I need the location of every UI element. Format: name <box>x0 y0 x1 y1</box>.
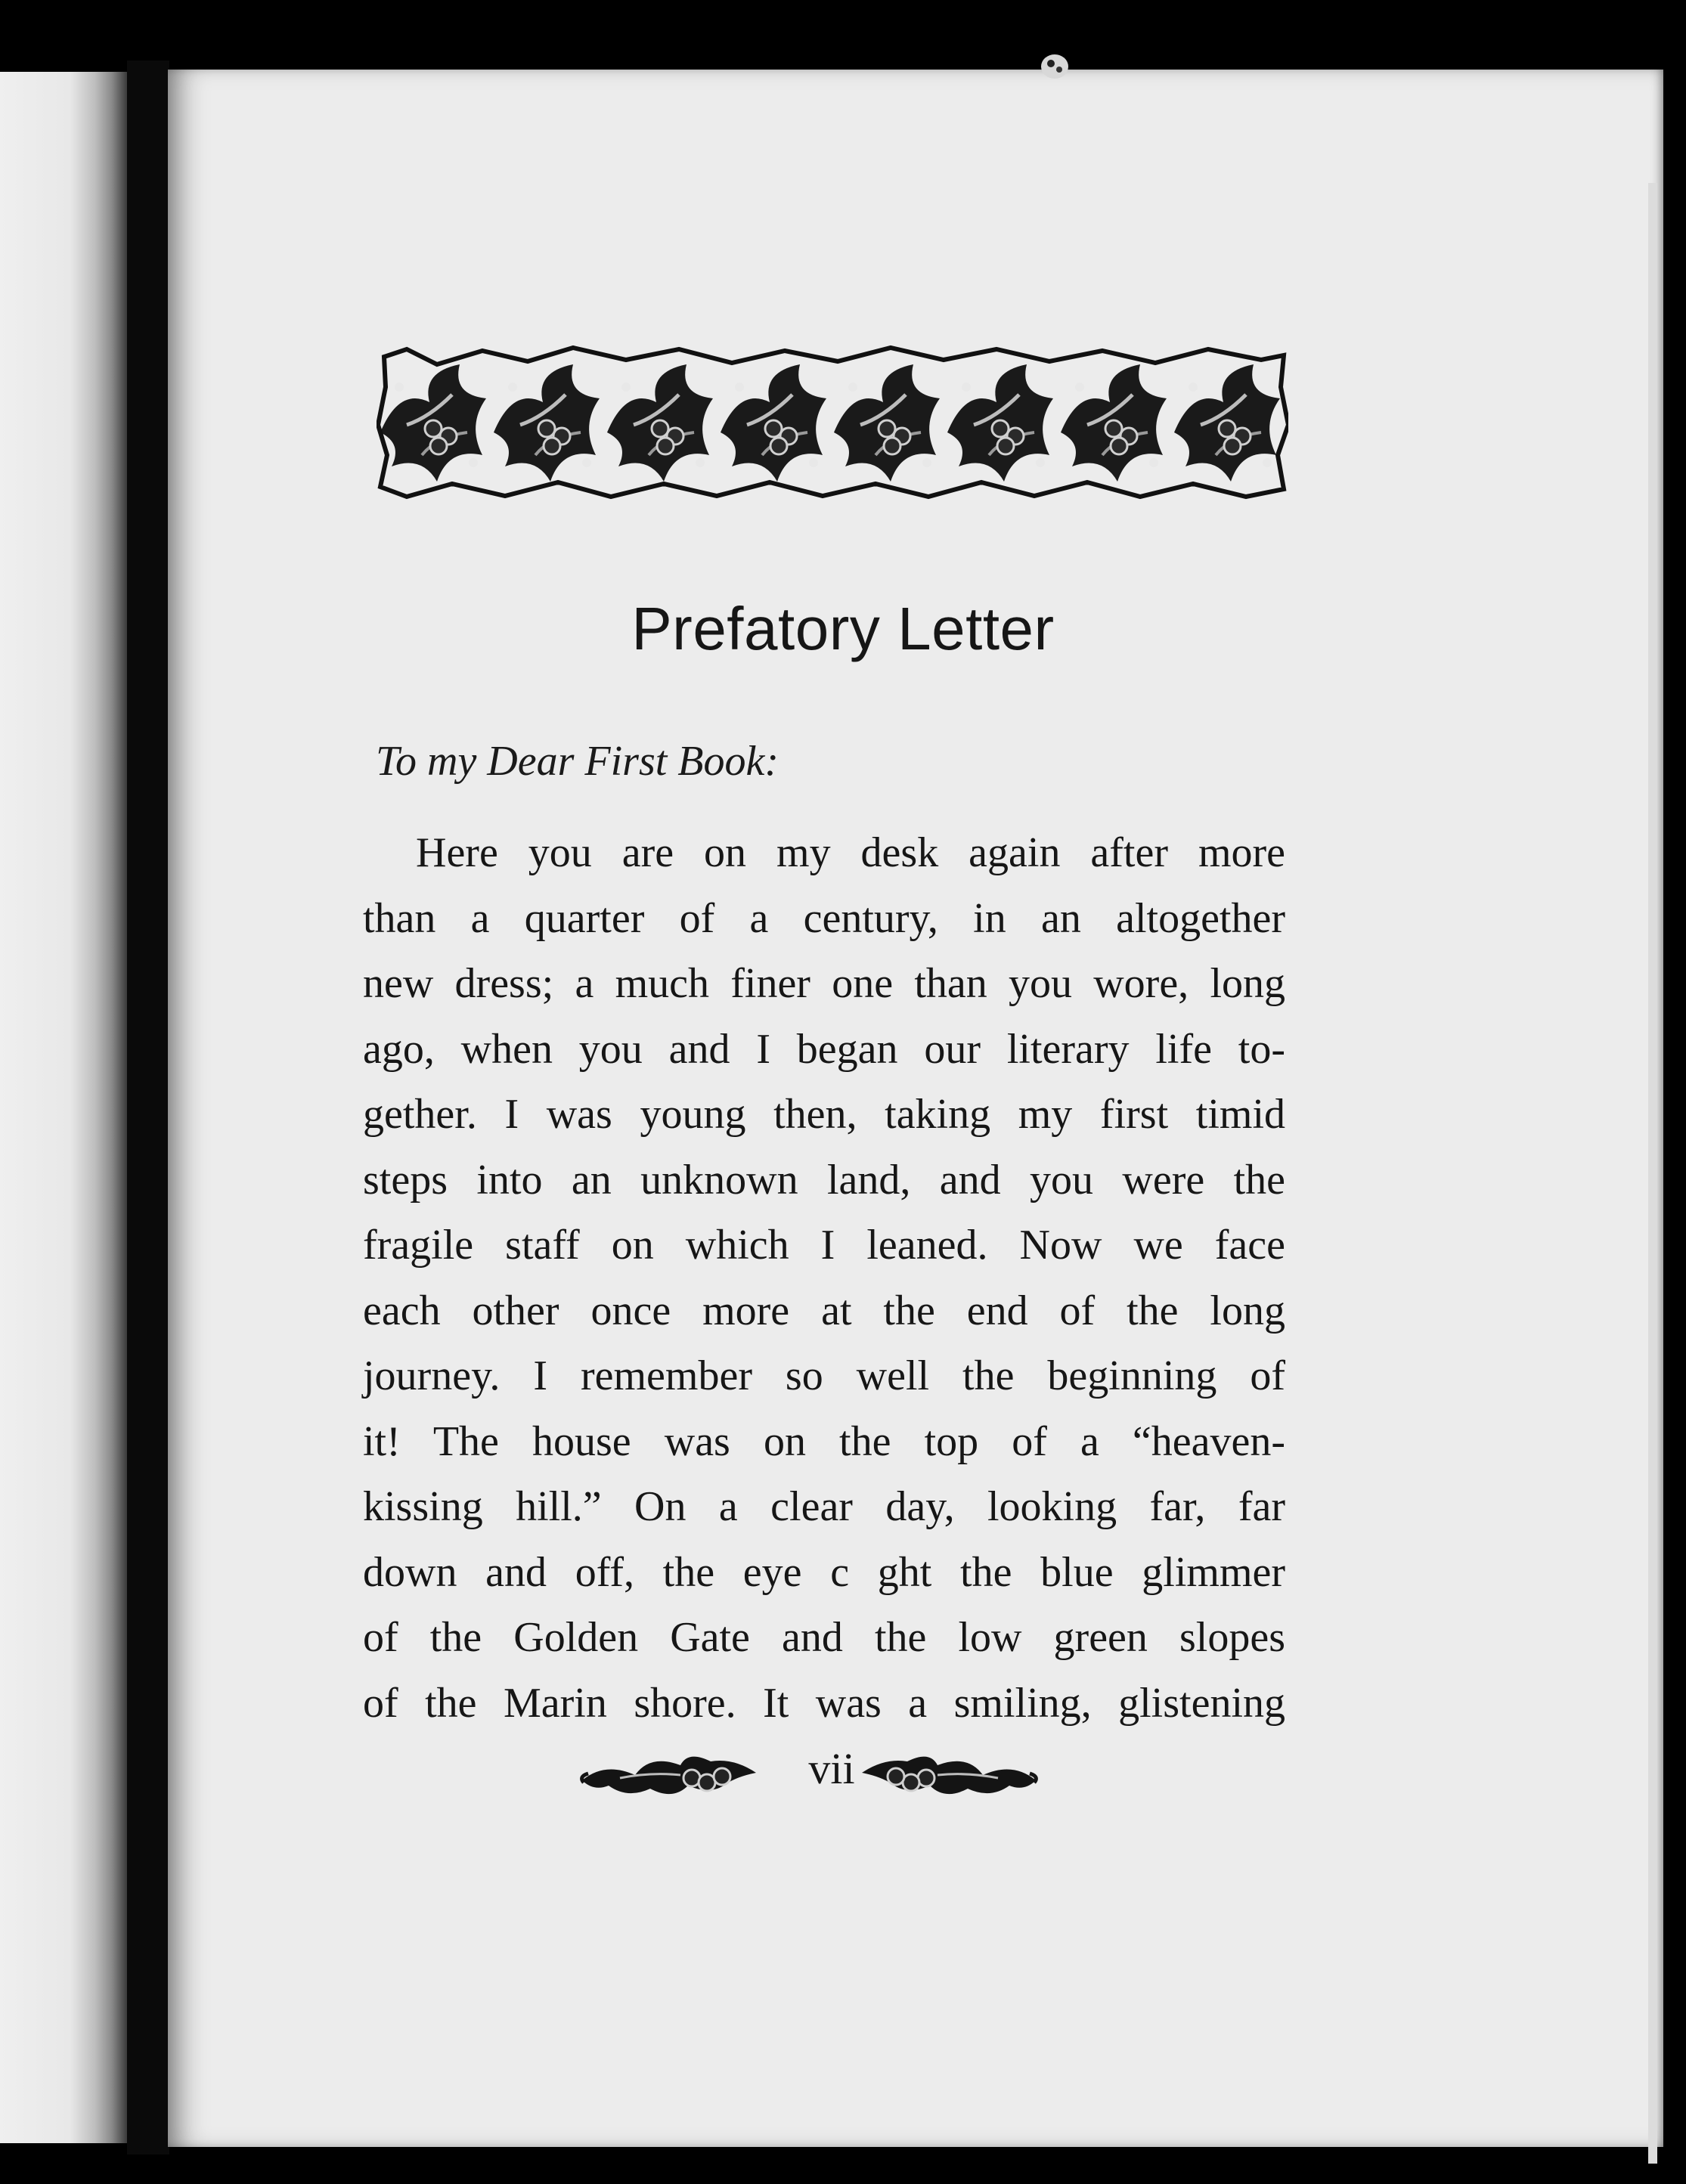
text-line: each other once more at the end of the long <box>363 1287 1285 1334</box>
text-line: ago, when you and I began our literary life to- <box>363 1025 1285 1073</box>
text-line: steps into an unknown land, and you were the <box>363 1156 1285 1204</box>
ink-blot-icon <box>1036 45 1074 87</box>
page-title: Prefatory Letter <box>631 595 1055 662</box>
left-page-edge <box>0 72 127 2143</box>
text-line: it! The house was on the top of a “heaven- <box>363 1417 1285 1465</box>
text-line: Here you are on my desk again after more <box>416 829 1285 876</box>
holly-sprig-right-ornament <box>854 1739 1043 1807</box>
text-line: of the Golden Gate and the low green slopes <box>363 1614 1285 1661</box>
holly-sprig-left-ornament <box>575 1739 764 1807</box>
text-line: kissing hill.” On a clear day, looking far, far <box>363 1483 1285 1530</box>
letter-body <box>363 820 1285 1736</box>
page-number: vii <box>808 1744 855 1793</box>
text-line: of the Marin shore. It was a smiling, glistening <box>363 1679 1285 1727</box>
text-line: journey. I remember so well the beginning of <box>363 1352 1285 1399</box>
salutation: To my Dear First Book: <box>376 738 779 785</box>
text-line: new dress; a much finer one than you wore, long <box>363 960 1285 1007</box>
text-line: down and off, the eye c ght the blue glimmer <box>363 1548 1285 1596</box>
page-edge <box>1648 183 1657 2164</box>
holly-banner-ornament <box>377 342 1288 500</box>
book-gutter <box>127 60 169 2155</box>
text-line: gether. I was young then, taking my first timid <box>363 1091 1285 1138</box>
text-line: fragile staff on which I leaned. Now we face <box>363 1222 1285 1269</box>
text-line: than a quarter of a century, in an altogether <box>363 894 1285 942</box>
